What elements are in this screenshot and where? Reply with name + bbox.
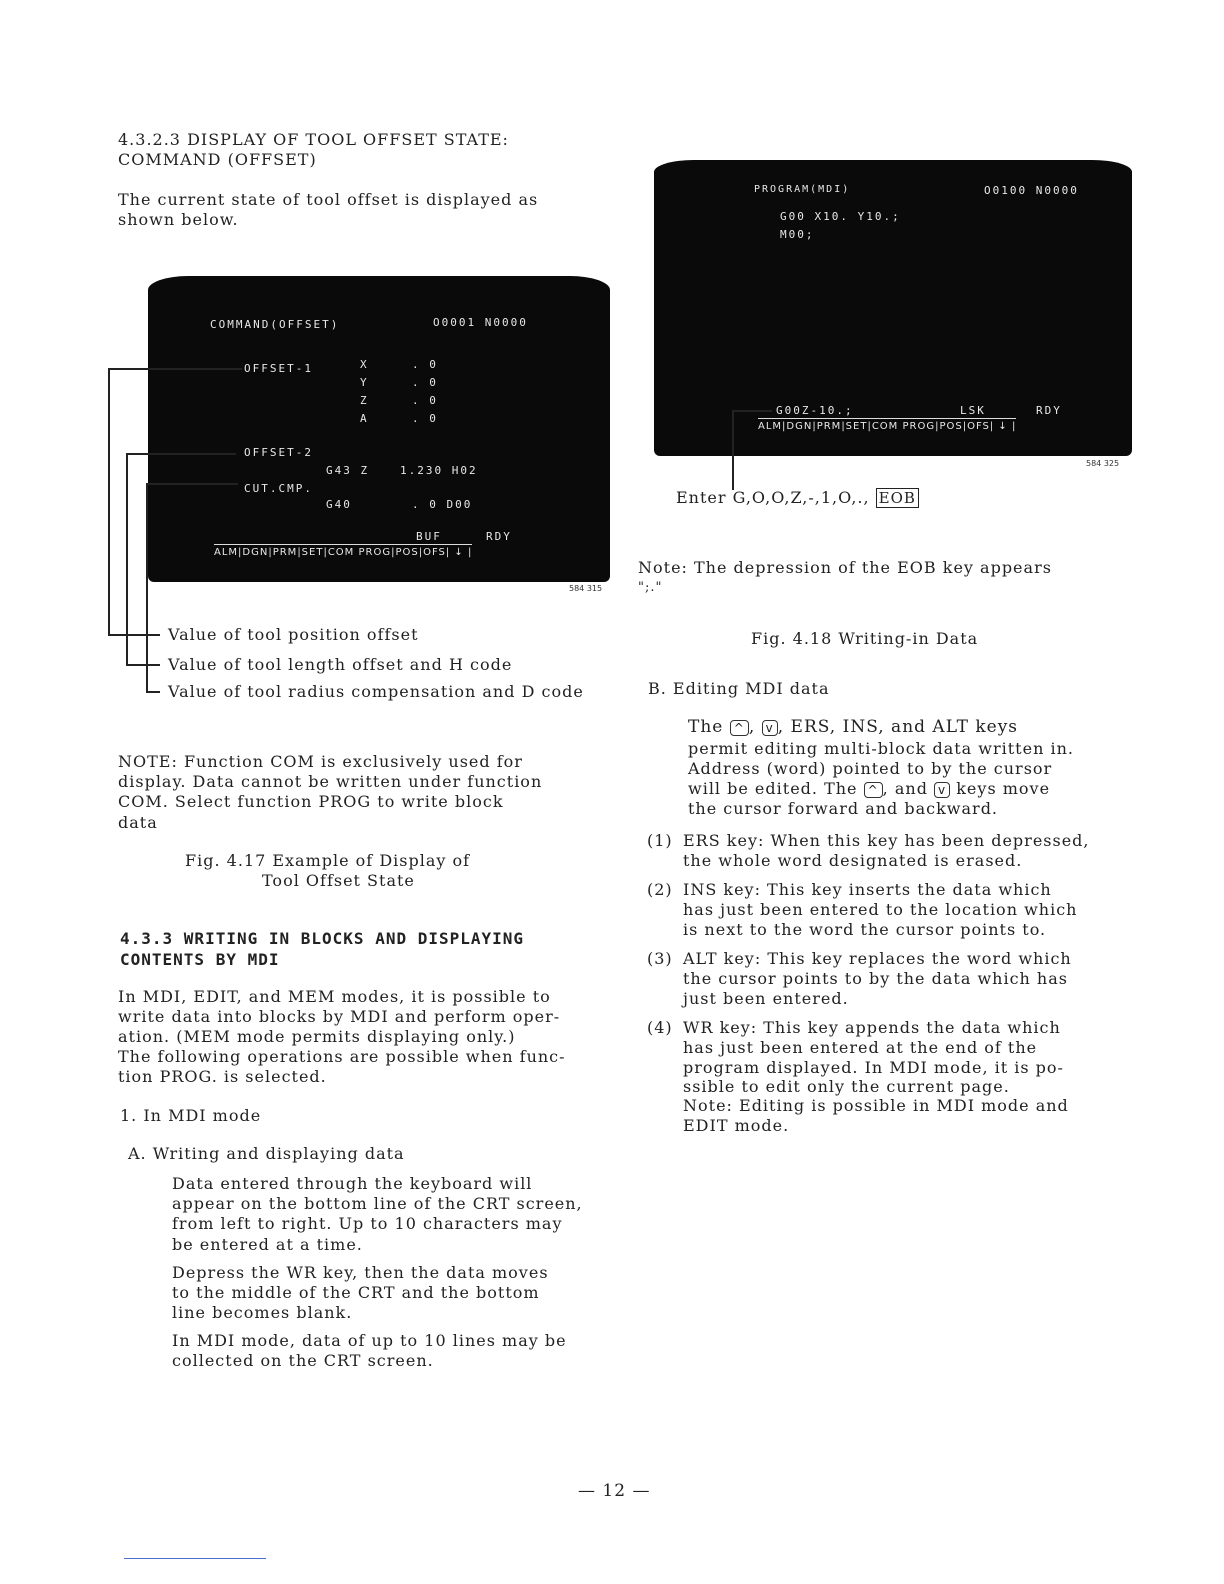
legend-position-offset: Value of tool position offset — [168, 625, 419, 644]
intro-line1: The current state of tool offset is displayed as — [118, 190, 539, 209]
mdi-program-line2: M00; — [780, 228, 815, 241]
fig-number: 584 315 — [569, 584, 603, 593]
ins-line3: is next to the word the cursor points to. — [683, 920, 1047, 939]
pB-line5: the cursor forward and backward. — [688, 799, 999, 818]
g40-code: G40 — [326, 498, 352, 511]
pB-line4-a: will be edited. The — [688, 779, 858, 798]
mdi-program-line1: G00 X10. Y10.; — [780, 210, 901, 223]
wr-line4: ssible to edit only the current page. — [683, 1077, 1010, 1096]
wr-line3: program displayed. In MDI mode, it is po- — [683, 1058, 1064, 1077]
callout-cutcmp-horizontal — [146, 483, 238, 485]
section2-title-line1: 4.3.3 WRITING IN BLOCKS AND DISPLAYING — [120, 929, 525, 948]
pA1-line2: appear on the bottom line of the CRT screen, — [172, 1194, 583, 1213]
ins-line2: has just been entered to the location which — [683, 900, 1078, 919]
callout-offset2-horizontal — [126, 453, 236, 455]
note-line1: NOTE: Function COM is exclusively used for — [118, 752, 523, 771]
pB-line1: The ^ , v , ERS, INS, and ALT keys — [688, 717, 1019, 737]
para1-line4: The following operations are possible when func- — [118, 1047, 566, 1066]
note-line2: display. Data cannot be written under function — [118, 772, 543, 791]
offset1-label: OFFSET-1 — [244, 362, 313, 375]
cutcmp-label: CUT.CMP. — [244, 482, 313, 495]
pB-line1-rest: , ERS, INS, and ALT keys — [777, 717, 1019, 737]
soft-key-menu: ALM|DGN|PRM|SET|COM PROG|POS|OFS| ↓ | — [214, 544, 472, 558]
ers-line2: the whole word designated is erased. — [683, 851, 1023, 870]
section2-title-line2: CONTENTS BY MDI — [120, 950, 280, 969]
g43-value: 1.230 H02 — [400, 464, 478, 477]
mdi-rdy-indicator: RDY — [1036, 404, 1062, 417]
value-y: . 0 — [412, 376, 438, 389]
rdy-indicator: RDY — [486, 530, 512, 543]
wr-line5: Note: Editing is possible in MDI mode and — [683, 1096, 1069, 1115]
value-a: . 0 — [412, 412, 438, 425]
para1-line5: tion PROG. is selected. — [118, 1067, 327, 1086]
item1-mdi-mode: 1. In MDI mode — [120, 1106, 262, 1125]
cursor-up-key-icon: ^ — [730, 720, 749, 736]
eob-note-line2: ";." — [638, 580, 663, 595]
wr-line6: EDIT mode. — [683, 1116, 790, 1135]
pA1-line4: be entered at a time. — [172, 1235, 363, 1254]
pB-the: The — [688, 717, 724, 737]
itemB-editing: B. Editing MDI data — [648, 679, 830, 698]
pB-line2: permit editing multi-block data written in. — [688, 739, 1074, 758]
offset2-label: OFFSET-2 — [244, 446, 313, 459]
mdi-screen-prog-number: O0100 N0000 — [984, 184, 1079, 197]
item1-number: (1) — [647, 831, 673, 850]
pA3-line2: collected on the CRT screen. — [172, 1351, 434, 1370]
cursor-down-key-icon: v — [934, 782, 950, 798]
pB-line4 — [688, 779, 1050, 799]
pA2-line3: line becomes blank. — [172, 1303, 353, 1322]
fig418-number: 584 325 — [1086, 459, 1120, 468]
pA2-line1: Depress the WR key, then the data moves — [172, 1263, 549, 1282]
screen-prog-number: O0001 N0000 — [433, 316, 528, 329]
wr-line1: WR key: This key appends the data which — [683, 1018, 1061, 1037]
axis-a: A — [360, 412, 369, 425]
alt-line3: just been entered. — [683, 989, 849, 1008]
note-line3: COM. Select function PROG to write block — [118, 792, 504, 811]
section-title-line2: COMMAND (OFFSET) — [118, 150, 317, 169]
eob-key: EOB — [876, 488, 919, 508]
footer-rule — [124, 1558, 266, 1559]
pB-line4-b: , and — [882, 779, 928, 798]
wr-line2: has just been entered at the end of the — [683, 1038, 1038, 1057]
para1-line2: write data into blocks by MDI and perform oper- — [118, 1007, 561, 1026]
enter-callout-horizontal — [732, 410, 772, 412]
enter-callout-vertical — [732, 410, 734, 490]
pA1-line1: Data entered through the keyboard will — [172, 1174, 533, 1193]
para1-line3: ation. (MEM mode permits displaying only.) — [118, 1027, 516, 1046]
mdi-soft-key-menu: ALM|DGN|PRM|SET|COM PROG|POS|OFS| ↓ | — [758, 418, 1016, 432]
ers-line1: ERS key: When this key has been depressed, — [683, 831, 1090, 850]
callout-offset2-vertical — [126, 453, 128, 664]
pA3-line1: In MDI mode, data of up to 10 lines may be — [172, 1331, 567, 1350]
page-number: — 12 — — [578, 1481, 651, 1501]
fig418-caption: Fig. 4.18 Writing-in Data — [751, 629, 979, 648]
pB-line4-c: keys move — [956, 779, 1051, 798]
pA2-line2: to the middle of the CRT and the bottom — [172, 1283, 540, 1302]
value-x: . 0 — [412, 358, 438, 371]
ins-line1: INS key: This key inserts the data which — [683, 880, 1052, 899]
enter-keys: G,O,O,Z,-,1,O,., — [732, 488, 870, 507]
item2-number: (2) — [647, 880, 673, 899]
fig417-caption-line2: Tool Offset State — [262, 871, 415, 890]
pB-line3: Address (word) pointed to by the cursor — [688, 759, 1053, 778]
enter-sequence — [676, 488, 919, 508]
cursor-down-key-icon: v — [762, 720, 778, 736]
section-title-line1: 4.3.2.3 DISPLAY OF TOOL OFFSET STATE: — [118, 130, 509, 149]
itemA-writing: A. Writing and displaying data — [128, 1144, 405, 1163]
enter-label: Enter — [676, 488, 727, 507]
mdi-lsk-indicator: LSK — [960, 404, 986, 417]
callout-offset2-bottom — [126, 664, 160, 666]
axis-x: X — [360, 358, 369, 371]
crt-offset-screen — [148, 276, 610, 582]
item4-number: (4) — [647, 1018, 673, 1037]
axis-z: Z — [360, 394, 369, 407]
g40-value: . 0 D00 — [412, 498, 473, 511]
callout-offset1-horizontal — [108, 368, 242, 370]
para1-line1: In MDI, EDIT, and MEM modes, it is possible to — [118, 987, 551, 1006]
mdi-input-line: G00Z-10.; — [776, 404, 854, 417]
callout-cutcmp-bottom — [146, 691, 160, 693]
note-line4: data — [118, 813, 158, 832]
legend-length-offset: Value of tool length offset and H code — [168, 655, 513, 674]
callout-cutcmp-vertical — [146, 483, 148, 691]
buf-indicator: BUF — [416, 530, 442, 543]
alt-line2: the cursor points to by the data which has — [683, 969, 1068, 988]
intro-line2: shown below. — [118, 210, 239, 229]
callout-offset1-vertical — [108, 368, 110, 634]
mdi-screen-title: PROGRAM(MDI) — [754, 184, 851, 195]
screen-title: COMMAND(OFFSET) — [210, 318, 340, 331]
fig417-caption-line1: Fig. 4.17 Example of Display of — [185, 851, 471, 870]
callout-offset1-bottom — [108, 634, 160, 636]
alt-line1: ALT key: This key replaces the word which — [683, 949, 1072, 968]
legend-radius-comp: Value of tool radius compensation and D code — [168, 682, 584, 701]
eob-note-line1: Note: The depression of the EOB key appears — [638, 558, 1052, 577]
g43-code: G43 Z — [326, 464, 370, 477]
pA1-line3: from left to right. Up to 10 characters may — [172, 1214, 563, 1233]
item3-number: (3) — [647, 949, 673, 968]
value-z: . 0 — [412, 394, 438, 407]
axis-y: Y — [360, 376, 369, 389]
cursor-up-key-icon: ^ — [864, 782, 883, 798]
crt-mdi-screen — [654, 160, 1132, 456]
